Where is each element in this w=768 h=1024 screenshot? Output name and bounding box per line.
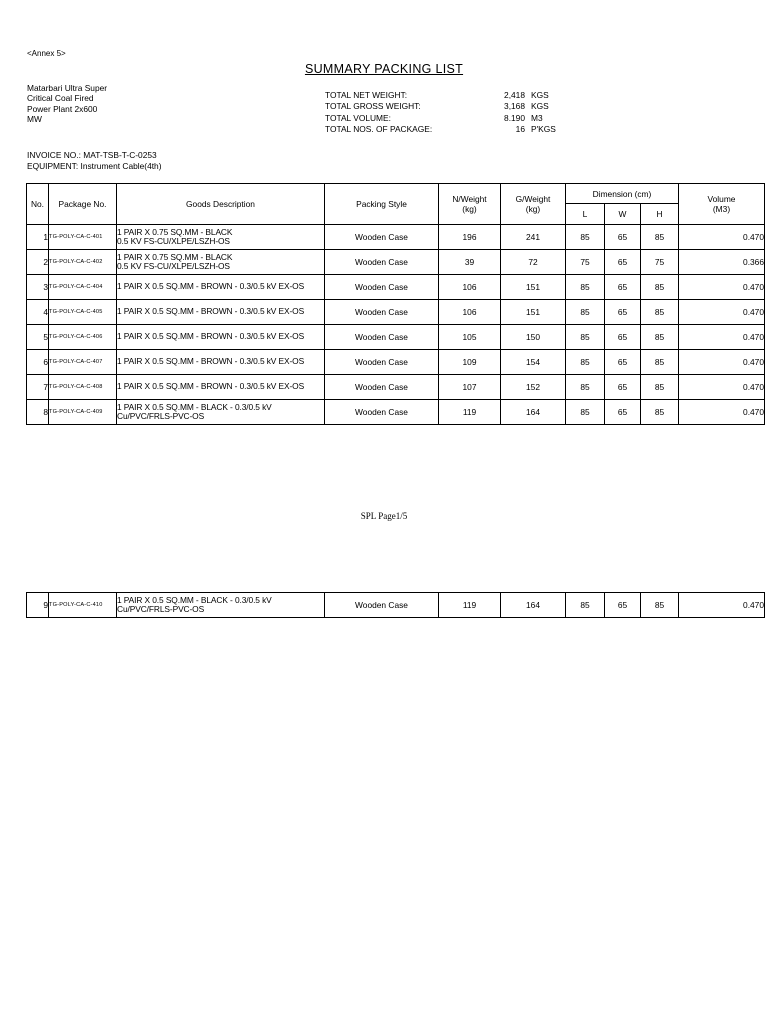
volume: 0.470 [679, 350, 765, 375]
col-header-width: W [605, 204, 641, 225]
row-number: 6 [27, 350, 49, 375]
summary-unit: KGS [531, 101, 549, 112]
col-header-no: No. [27, 184, 49, 225]
dimension-length: 75 [566, 250, 605, 275]
package-number: TG-POLY-CA-C-405 [49, 300, 117, 325]
col-header-packing-style: Packing Style [325, 184, 439, 225]
page-footer: SPL Page1/5 [360, 511, 408, 521]
net-weight: 119 [439, 400, 501, 425]
dimension-width: 65 [605, 225, 641, 250]
summary-value: 2,418 [504, 90, 525, 100]
summary-row [325, 124, 571, 135]
summary-label: TOTAL GROSS WEIGHT: [325, 101, 421, 112]
goods-description-line: 0.5 KV FS-CU/XLPE/LSZH-OS [117, 236, 230, 246]
goods-description-line: 1 PAIR X 0.5 SQ.MM - BROWN - 0.3/0.5 kV EX-OS [117, 306, 305, 317]
goods-description-line: 1 PAIR X 0.5 SQ.MM - BLACK - 0.3/0.5 kV [117, 594, 272, 605]
goods-description [117, 225, 325, 250]
dimension-height: 85 [641, 593, 679, 618]
summary-label: TOTAL NOS. OF PACKAGE: [325, 124, 433, 135]
packing-style: Wooden Case [325, 375, 439, 400]
goods-description-line: Cu/PVC/FRLS-PVC-OS [117, 411, 205, 421]
row-number: 4 [27, 300, 49, 325]
summary-unit: M3 [531, 112, 543, 123]
col-header-volume: Volume (M3) [679, 184, 765, 225]
table-row [27, 593, 765, 618]
row-number: 5 [27, 325, 49, 350]
dimension-height: 85 [641, 275, 679, 300]
dimension-length: 85 [566, 225, 605, 250]
volume: 0.470 [679, 225, 765, 250]
package-number: TG-POLY-CA-C-404 [49, 275, 117, 300]
invoice-info [27, 150, 162, 172]
table-row [27, 300, 765, 325]
volume: 0.470 [679, 593, 765, 618]
summary-value: 8.190 [504, 112, 525, 123]
packing-style: Wooden Case [325, 300, 439, 325]
package-number: TG-POLY-CA-C-401 [49, 225, 117, 250]
invoice-number: INVOICE NO.: MAT-TSB-T-C-0253 [27, 150, 157, 160]
goods-description [117, 350, 325, 375]
net-weight: 105 [439, 325, 501, 350]
summary-unit: KGS [531, 90, 549, 100]
col-header-height: H [641, 204, 679, 225]
volume: 0.470 [679, 375, 765, 400]
goods-description-line: 1 PAIR X 0.75 SQ.MM - BLACK [117, 251, 233, 262]
packing-style: Wooden Case [325, 225, 439, 250]
goods-description-line: 1 PAIR X 0.5 SQ.MM - BROWN - 0.3/0.5 kV EX-OS [117, 356, 305, 367]
table-row [27, 250, 765, 275]
table-row [27, 400, 765, 425]
goods-description-line: 0.5 KV FS-CU/XLPE/LSZH-OS [117, 261, 230, 271]
gross-weight: 154 [501, 350, 566, 375]
dimension-width: 65 [605, 275, 641, 300]
package-number: TG-POLY-CA-C-407 [49, 350, 117, 375]
packing-table-continued-body [27, 593, 765, 618]
goods-description [117, 375, 325, 400]
dimension-length: 85 [566, 375, 605, 400]
table-row [27, 275, 765, 300]
dimension-width: 65 [605, 400, 641, 425]
dimension-height: 85 [641, 225, 679, 250]
col-header-dimension: Dimension (cm) [566, 184, 679, 204]
gross-weight: 151 [501, 275, 566, 300]
gross-weight: 72 [501, 250, 566, 275]
package-number: TG-POLY-CA-C-402 [49, 250, 117, 275]
dimension-length: 85 [566, 593, 605, 618]
row-number: 2 [27, 250, 49, 275]
summary-label: TOTAL VOLUME: [325, 112, 391, 123]
goods-description-line: 1 PAIR X 0.5 SQ.MM - BROWN - 0.3/0.5 kV EX-OS [117, 281, 305, 292]
gross-weight: 164 [501, 400, 566, 425]
goods-description [117, 325, 325, 350]
goods-description [117, 250, 325, 275]
summary-row [325, 90, 571, 101]
packing-table-continued [26, 592, 765, 618]
row-number: 9 [27, 593, 49, 618]
goods-description [117, 275, 325, 300]
packing-style: Wooden Case [325, 250, 439, 275]
row-number: 7 [27, 375, 49, 400]
goods-description-line: 1 PAIR X 0.75 SQ.MM - BLACK [117, 226, 233, 237]
project-name: Matarbari Ultra Super Critical Coal Fired Power Plant 2x600 MW [27, 83, 108, 124]
gross-weight: 151 [501, 300, 566, 325]
dimension-length: 85 [566, 400, 605, 425]
dimension-length: 85 [566, 325, 605, 350]
goods-description [117, 300, 325, 325]
packing-table [26, 183, 765, 425]
packing-style: Wooden Case [325, 275, 439, 300]
row-number: 1 [27, 225, 49, 250]
col-header-length: L [566, 204, 605, 225]
summary-totals [325, 90, 571, 136]
dimension-height: 85 [641, 375, 679, 400]
annex-label: <Annex 5> [27, 49, 66, 58]
table-row [27, 375, 765, 400]
dimension-length: 85 [566, 275, 605, 300]
packing-style: Wooden Case [325, 325, 439, 350]
dimension-height: 85 [641, 325, 679, 350]
packing-style: Wooden Case [325, 593, 439, 618]
net-weight: 39 [439, 250, 501, 275]
col-header-goods-description: Goods Description [117, 184, 325, 225]
dimension-width: 65 [605, 250, 641, 275]
gross-weight: 152 [501, 375, 566, 400]
volume: 0.366 [679, 250, 765, 275]
dimension-length: 85 [566, 350, 605, 375]
summary-row [325, 101, 571, 112]
row-number: 8 [27, 400, 49, 425]
table-row [27, 350, 765, 375]
summary-row [325, 113, 571, 124]
col-header-package-no: Package No. [49, 184, 117, 225]
volume: 0.470 [679, 325, 765, 350]
goods-description-line: 1 PAIR X 0.5 SQ.MM - BLACK - 0.3/0.5 kV [117, 401, 272, 412]
equipment-label: EQUIPMENT: Instrument Cable(4th) [27, 161, 162, 171]
net-weight: 196 [439, 225, 501, 250]
dimension-length: 85 [566, 300, 605, 325]
net-weight: 107 [439, 375, 501, 400]
goods-description-line: 1 PAIR X 0.5 SQ.MM - BROWN - 0.3/0.5 kV EX-OS [117, 381, 305, 392]
goods-description-line: 1 PAIR X 0.5 SQ.MM - BROWN - 0.3/0.5 kV EX-OS [117, 331, 305, 342]
package-number: TG-POLY-CA-C-410 [49, 593, 117, 618]
col-header-gross-weight: G/Weight (kg) [501, 184, 566, 225]
summary-value: 16 [515, 124, 525, 135]
summary-value: 3,168 [504, 101, 525, 112]
volume: 0.470 [679, 275, 765, 300]
gross-weight: 164 [501, 593, 566, 618]
gross-weight: 241 [501, 225, 566, 250]
gross-weight: 150 [501, 325, 566, 350]
dimension-height: 85 [641, 350, 679, 375]
dimension-width: 65 [605, 300, 641, 325]
table-row [27, 325, 765, 350]
dimension-height: 85 [641, 300, 679, 325]
dimension-width: 65 [605, 325, 641, 350]
package-number: TG-POLY-CA-C-406 [49, 325, 117, 350]
net-weight: 106 [439, 275, 501, 300]
dimension-width: 65 [605, 350, 641, 375]
dimension-width: 65 [605, 375, 641, 400]
volume: 0.470 [679, 300, 765, 325]
col-header-net-weight: N/Weight (kg) [439, 184, 501, 225]
packing-style: Wooden Case [325, 400, 439, 425]
summary-label: TOTAL NET WEIGHT: [325, 90, 408, 100]
net-weight: 106 [439, 300, 501, 325]
row-number: 3 [27, 275, 49, 300]
net-weight: 119 [439, 593, 501, 618]
package-number: TG-POLY-CA-C-408 [49, 375, 117, 400]
dimension-height: 85 [641, 400, 679, 425]
packing-table-body [27, 225, 765, 425]
net-weight: 109 [439, 350, 501, 375]
dimension-width: 65 [605, 593, 641, 618]
package-number: TG-POLY-CA-C-409 [49, 400, 117, 425]
packing-style: Wooden Case [325, 350, 439, 375]
summary-unit: P'KGS [531, 124, 556, 135]
goods-description-line: Cu/PVC/FRLS-PVC-OS [117, 604, 205, 614]
goods-description [117, 400, 325, 425]
table-row [27, 225, 765, 250]
page-title: SUMMARY PACKING LIST [304, 62, 464, 76]
dimension-height: 75 [641, 250, 679, 275]
goods-description [117, 593, 325, 618]
volume: 0.470 [679, 400, 765, 425]
